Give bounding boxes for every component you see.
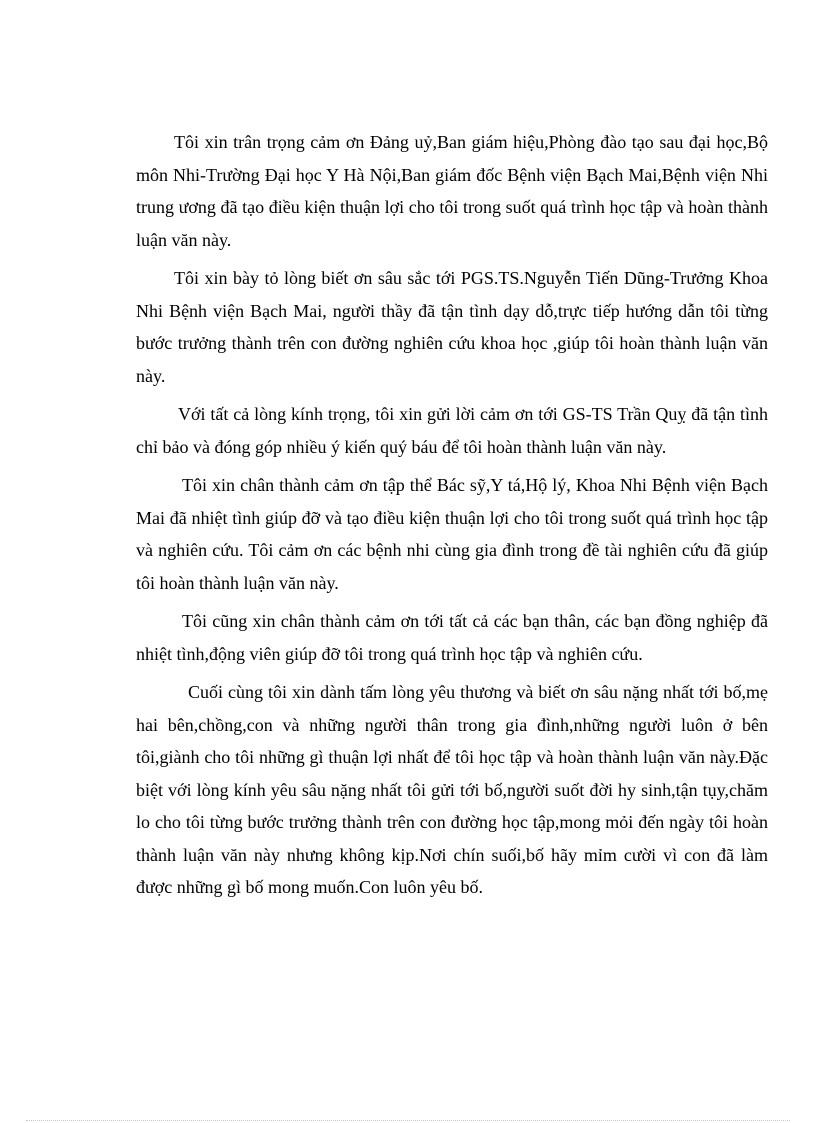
- acknowledgement-paragraph-staff: Tôi xin chân thành cảm ơn tập thể Bác sỹ,Y tá,Hộ lý, Khoa Nhi Bệnh viện Bạch Mai đã nhiệt tình giúp đỡ và tạo điều kiện thuận lợi cho tôi trong suốt quá trình học tập và nghiên cứu. Tôi cảm ơn các bệnh nhi cùng gia đình trong đề tài nghiên cứu đã giúp tôi hoàn thành luận văn này.: [136, 475, 768, 593]
- page-bottom-divider: [26, 1120, 790, 1121]
- acknowledgement-paragraph-family: Cuối cùng tôi xin dành tấm lòng yêu thương và biết ơn sâu nặng nhất tới bố,mẹ hai bên,chồng,con và những người thân trong gia đình,những người luôn ở bên tôi,giành cho tôi những gì thuận lợi nhất để tôi học tập và hoàn thành luận văn này.Đặc biệt với lòng kính yêu sâu nặng nhất tôi gửi tới bố,người suốt đời hy sinh,tận tụy,chăm lo cho tôi từng bước trưởng thành trên con đường học tập,mong mỏi đến ngày tôi hoàn thành luận văn này nhưng không kịp.Nơi chín suối,bố hãy mỉm cười vì con đã làm được những gì bố mong muốn.Con luôn yêu bố.: [136, 682, 768, 897]
- acknowledgement-paragraph-supervisor: Tôi xin bày tỏ lòng biết ơn sâu sắc tới PGS.TS.Nguyễn Tiến Dũng-Trưởng Khoa Nhi Bệnh viện Bạch Mai, người thầy đã tận tình dạy dỗ,trực tiếp hướng dẫn tôi từng bước trưởng thành trên con đường nghiên cứu khoa học ,giúp tôi hoàn thành luận văn này.: [136, 268, 768, 386]
- acknowledgement-paragraph-university: Tôi xin trân trọng cảm ơn Đảng uỷ,Ban giám hiệu,Phòng đào tạo sau đại học,Bộ môn Nhi-Trường Đại học Y Hà Nội,Ban giám đốc Bệnh viện Bạch Mai,Bệnh viện Nhi trung ương đã tạo điều kiện thuận lợi cho tôi trong suốt quá trình học tập và hoàn thành luận văn này.: [136, 132, 768, 250]
- acknowledgement-paragraph-friends: Tôi cũng xin chân thành cảm ơn tới tất cả các bạn thân, các bạn đồng nghiệp đã nhiệt tình,động viên giúp đỡ tôi trong quá trình học tập và nghiên cứu.: [136, 611, 768, 664]
- acknowledgement-paragraph-professor: Với tất cả lòng kính trọng, tôi xin gửi lời cảm ơn tới GS-TS Trần Quỵ đã tận tình chỉ bảo và đóng góp nhiều ý kiến quý báu để tôi hoàn thành luận văn này.: [136, 404, 768, 457]
- acknowledgements-page: [136, 126, 768, 910]
